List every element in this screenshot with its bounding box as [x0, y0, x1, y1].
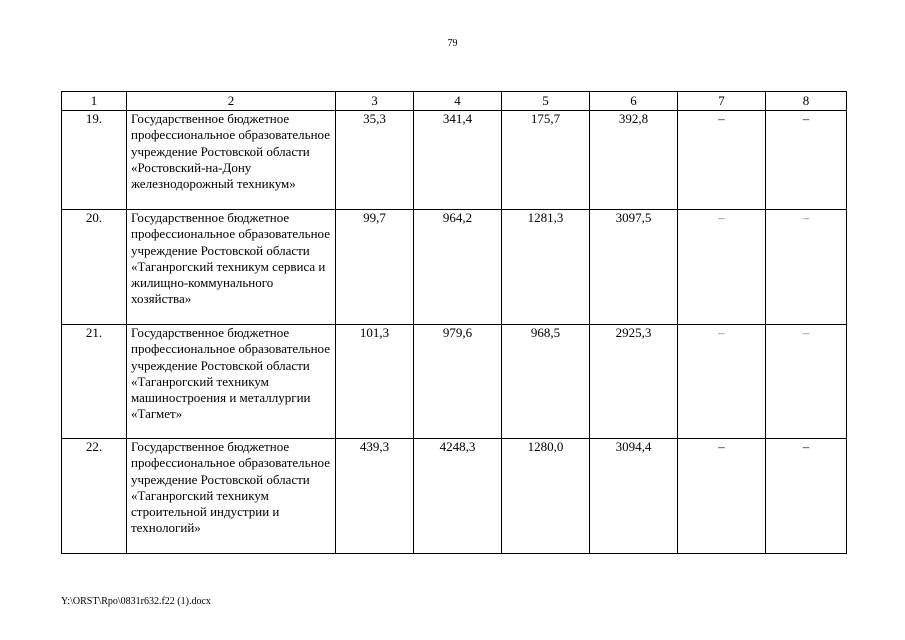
page-number: 79 — [447, 38, 458, 49]
header-cell: 6 — [590, 92, 678, 111]
header-cell: 7 — [678, 92, 766, 111]
institution-name: Государственное бюджетное профессиональное образовательное учреждение Ростовской области «Ростовский-на-Дону железнодорожный техникум» — [127, 111, 336, 210]
value-col-5: 175,7 — [502, 111, 590, 210]
header-cell: 1 — [62, 92, 127, 111]
value-col-5: 1281,3 — [502, 210, 590, 325]
value-col-6: 2925,3 — [590, 325, 678, 439]
value-col-3: 101,3 — [336, 325, 414, 439]
value-col-7: – — [678, 325, 766, 439]
institution-name: Государственное бюджетное профессиональное образовательное учреждение Ростовской области «Таганрогский техникум машиностроения и металлургии «Тагмет» — [127, 325, 336, 439]
value-col-6: 3097,5 — [590, 210, 678, 325]
value-col-4: 979,6 — [414, 325, 502, 439]
document-file-path: Y:\ORST\Rpo\0831r632.f22 (1).docx — [61, 596, 211, 607]
value-col-3: 439,3 — [336, 439, 414, 554]
value-col-4: 964,2 — [414, 210, 502, 325]
header-cell: 2 — [127, 92, 336, 111]
header-cell: 8 — [766, 92, 847, 111]
table-row — [62, 210, 847, 325]
value-col-3: 99,7 — [336, 210, 414, 325]
value-col-3: 35,3 — [336, 111, 414, 210]
row-number: 21. — [62, 325, 127, 439]
value-col-6: 3094,4 — [590, 439, 678, 554]
value-col-5: 1280,0 — [502, 439, 590, 554]
value-col-8: – — [766, 439, 847, 554]
row-number: 19. — [62, 111, 127, 210]
table-header-row — [62, 92, 847, 111]
table-row — [62, 439, 847, 554]
value-col-4: 4248,3 — [414, 439, 502, 554]
value-col-5: 968,5 — [502, 325, 590, 439]
header-cell: 3 — [336, 92, 414, 111]
header-cell: 5 — [502, 92, 590, 111]
row-number: 22. — [62, 439, 127, 554]
value-col-7: – — [678, 439, 766, 554]
value-col-6: 392,8 — [590, 111, 678, 210]
value-col-7: – — [678, 111, 766, 210]
institution-name: Государственное бюджетное профессиональное образовательное учреждение Ростовской области «Таганрогский техникум строительной индустрии и технологий» — [127, 439, 336, 554]
institution-name: Государственное бюджетное профессиональное образовательное учреждение Ростовской области «Таганрогский техникум сервиса и жилищно-коммунального хозяйства» — [127, 210, 336, 325]
value-col-4: 341,4 — [414, 111, 502, 210]
data-table — [61, 91, 847, 554]
value-col-8: – — [766, 210, 847, 325]
row-number: 20. — [62, 210, 127, 325]
table-row — [62, 111, 847, 210]
table-row — [62, 325, 847, 439]
value-col-7: – — [678, 210, 766, 325]
header-cell: 4 — [414, 92, 502, 111]
value-col-8: – — [766, 325, 847, 439]
value-col-8: – — [766, 111, 847, 210]
